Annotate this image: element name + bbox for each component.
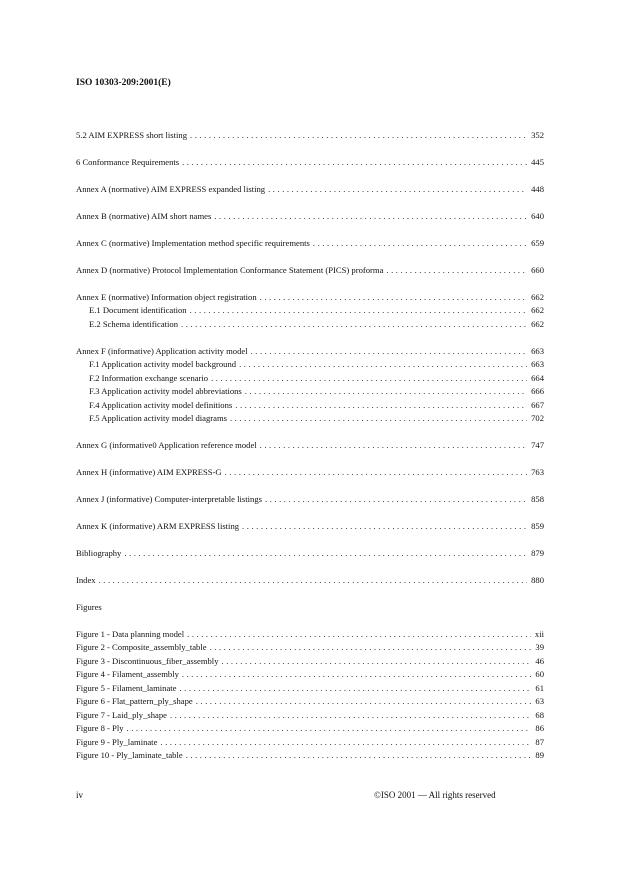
leader-dots — [313, 237, 527, 249]
leader-dots — [99, 574, 528, 586]
leader-dots — [242, 520, 527, 532]
copyright-notice: ©ISO 2001 — All rights reserved — [374, 790, 496, 800]
leader-dots — [182, 668, 532, 680]
figure-page: xii — [534, 629, 544, 639]
toc-entry[interactable] — [76, 574, 544, 586]
leader-dots — [190, 304, 528, 316]
leader-dots — [386, 264, 527, 276]
toc-label: Annex G (informative0 Application reference model — [76, 440, 257, 450]
toc-page: 664 — [531, 373, 544, 383]
toc-label: F.2 Information exchange scenario — [89, 373, 209, 383]
toc-label: F.4 Application activity model definitions — [89, 400, 233, 410]
toc-label: F.3 Application activity model abbreviations — [89, 386, 242, 396]
toc-label: Annex B (normative) AIM short names — [76, 211, 212, 221]
toc-page: 660 — [531, 265, 544, 275]
toc-subentry[interactable] — [89, 372, 544, 384]
leader-dots — [260, 291, 527, 303]
toc-subentry[interactable] — [89, 385, 544, 397]
figure-entry[interactable] — [76, 709, 544, 721]
figure-page: 86 — [535, 723, 544, 733]
toc-entry[interactable] — [76, 493, 544, 505]
figure-page: 39 — [535, 642, 544, 652]
figure-page: 89 — [535, 750, 544, 760]
toc-entry[interactable] — [76, 156, 544, 168]
document-header: ISO 10303-209:2001(E) — [76, 78, 171, 88]
leader-dots — [187, 628, 531, 640]
figure-label: Figure 7 - Laid_ply_shape — [76, 710, 167, 720]
toc-entry[interactable] — [76, 210, 544, 222]
toc-label: F.1 Application activity model background — [89, 359, 237, 369]
toc-label: Annex J (informative) Computer-interpretable listings — [76, 494, 262, 504]
leader-dots — [181, 318, 527, 330]
toc-page: 445 — [531, 157, 544, 167]
toc-subentry[interactable] — [89, 358, 544, 370]
figure-entry[interactable] — [76, 655, 544, 667]
toc-label: Annex F (informative) Application activity model — [76, 346, 248, 356]
figure-label: Figure 10 - Ply_laminate_table — [76, 750, 183, 760]
toc-page: 858 — [531, 494, 544, 504]
toc-page: 763 — [531, 467, 544, 477]
toc-entry[interactable] — [76, 345, 544, 357]
leader-dots — [235, 399, 527, 411]
leader-dots — [179, 682, 531, 694]
toc-page: 448 — [531, 184, 544, 194]
leader-dots — [239, 358, 527, 370]
leader-dots — [186, 749, 532, 761]
page-number: iv — [76, 790, 84, 800]
figure-label: Figure 5 - Filament_laminate — [76, 683, 177, 693]
leader-dots — [251, 345, 528, 357]
figure-entry[interactable] — [76, 749, 544, 761]
figure-label: Figure 3 - Discontinuous_fiber_assembly — [76, 656, 219, 666]
toc-page: 659 — [531, 238, 544, 248]
toc-page: 352 — [531, 130, 544, 140]
toc-page: 702 — [531, 413, 544, 423]
toc-label: 5.2 AIM EXPRESS short listing — [76, 130, 188, 140]
toc-page: 747 — [531, 440, 544, 450]
toc-entry[interactable] — [76, 129, 544, 141]
leader-dots — [222, 655, 532, 667]
leader-dots — [260, 439, 527, 451]
toc-page: 662 — [531, 305, 544, 315]
toc-label: 6 Conformance Requirements — [76, 157, 180, 167]
figure-label: Figure 6 - Flat_pattern_ply_shape — [76, 696, 193, 706]
toc-page: 666 — [531, 386, 544, 396]
leader-dots — [230, 412, 527, 424]
toc-entry[interactable] — [76, 520, 544, 532]
leader-dots — [225, 466, 528, 478]
leader-dots — [210, 641, 532, 653]
figures-heading: Figures — [76, 602, 102, 612]
toc-entry[interactable] — [76, 466, 544, 478]
toc-entry[interactable] — [76, 183, 544, 195]
figure-page: 60 — [535, 669, 544, 679]
leader-dots — [127, 722, 532, 734]
leader-dots — [196, 695, 532, 707]
toc-label: Index — [76, 575, 96, 585]
toc-subentry[interactable] — [89, 399, 544, 411]
toc-entry[interactable] — [76, 264, 544, 276]
toc-entry[interactable] — [76, 291, 544, 303]
toc-page: 859 — [531, 521, 544, 531]
toc-page: 667 — [531, 400, 544, 410]
toc-page: 662 — [531, 319, 544, 329]
leader-dots — [268, 183, 527, 195]
toc-label: E.1 Document identification — [89, 305, 187, 315]
figure-label: Figure 9 - Ply_laminate — [76, 737, 158, 747]
toc-entry[interactable] — [76, 439, 544, 451]
toc-page: 663 — [531, 359, 544, 369]
leader-dots — [160, 736, 531, 748]
toc-label: Annex C (normative) Implementation method specific requirements — [76, 238, 310, 248]
toc-label: Annex K (informative) ARM EXPRESS listing — [76, 521, 240, 531]
leader-dots — [182, 156, 527, 168]
figure-entry[interactable] — [76, 695, 544, 707]
figure-page: 61 — [535, 683, 544, 693]
figure-entry[interactable] — [76, 628, 544, 640]
figure-page: 46 — [535, 656, 544, 666]
figure-label: Figure 4 - Filament_assembly — [76, 669, 179, 679]
figure-entry[interactable] — [76, 722, 544, 734]
toc-subentry[interactable] — [89, 412, 544, 424]
toc-label: Annex E (normative) Information object registration — [76, 292, 257, 302]
leader-dots — [245, 385, 527, 397]
toc-entry[interactable] — [76, 547, 544, 559]
figure-entry[interactable] — [76, 641, 544, 653]
toc-label: Bibliography — [76, 548, 122, 558]
toc-page: 640 — [531, 211, 544, 221]
toc-subentry[interactable] — [89, 318, 544, 330]
figure-page: 68 — [535, 710, 544, 720]
toc-label: Annex H (informative) AIM EXPRESS-G — [76, 467, 222, 477]
leader-dots — [190, 129, 527, 141]
figure-page: 87 — [535, 737, 544, 747]
toc-page: 663 — [531, 346, 544, 356]
leader-dots — [211, 372, 527, 384]
figure-entry[interactable] — [76, 682, 544, 694]
leader-dots — [124, 547, 527, 559]
toc-label: E.2 Schema identification — [89, 319, 179, 329]
toc-page: 879 — [531, 548, 544, 558]
figure-label: Figure 2 - Composite_assembly_table — [76, 642, 207, 652]
figure-label: Figure 1 - Data planning model — [76, 629, 185, 639]
toc-page: 662 — [531, 292, 544, 302]
figure-page: 63 — [535, 696, 544, 706]
figure-entry[interactable] — [76, 736, 544, 748]
leader-dots — [265, 493, 527, 505]
toc-entry[interactable] — [76, 237, 544, 249]
toc-label: Annex D (normative) Protocol Implementation Conformance Statement (PICS) proforma — [76, 265, 384, 275]
toc-label: Annex A (normative) AIM EXPRESS expanded listing — [76, 184, 266, 194]
toc-page: 880 — [531, 575, 544, 585]
leader-dots — [214, 210, 527, 222]
leader-dots — [170, 709, 531, 721]
figure-label: Figure 8 - Ply — [76, 723, 124, 733]
toc-label: F.5 Application activity model diagrams — [89, 413, 227, 423]
toc-subentry[interactable] — [89, 304, 544, 316]
figure-entry[interactable] — [76, 668, 544, 680]
